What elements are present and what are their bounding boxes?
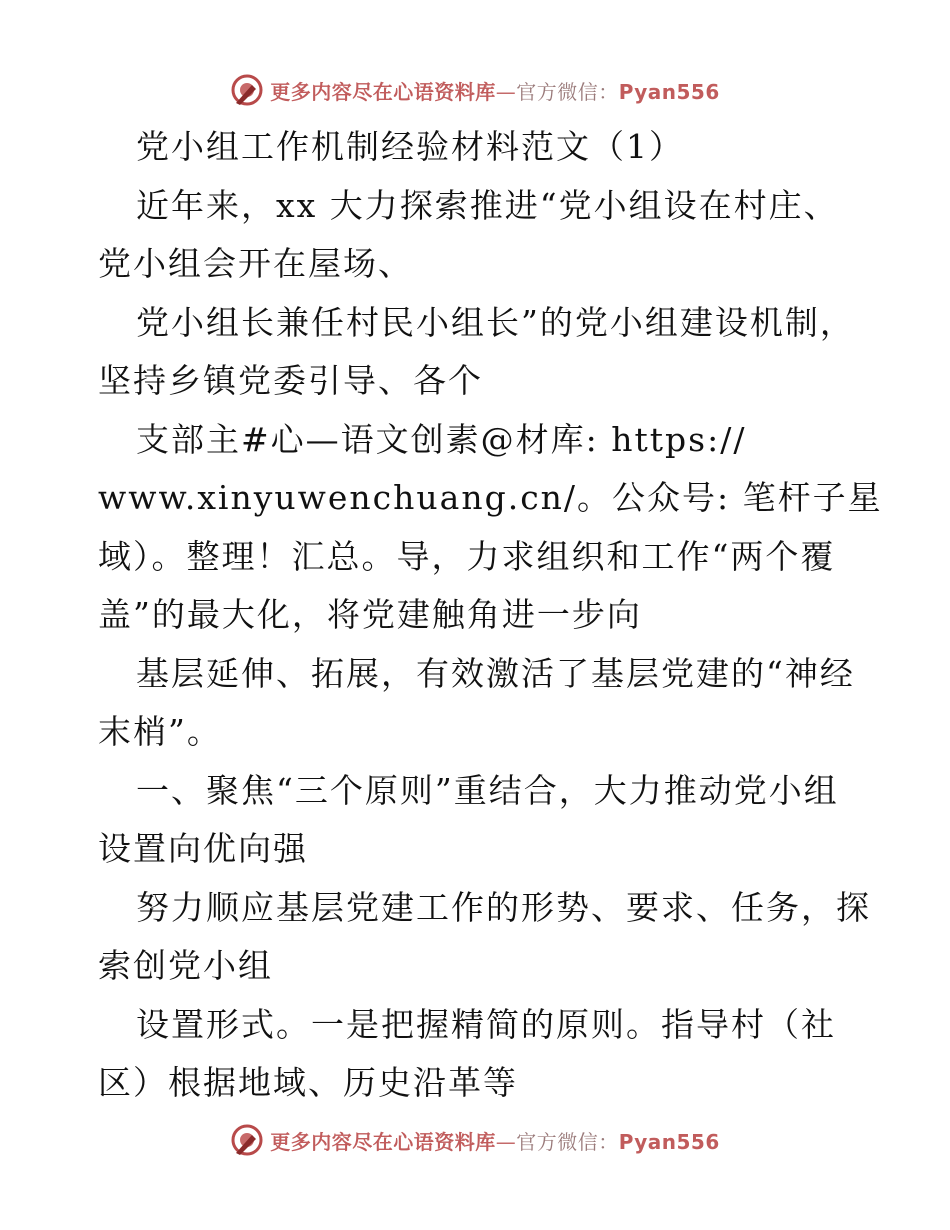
paragraph-line: 近年来，xx 大力探索推进“党小组设在村庄、 [136,185,839,225]
paragraph-line: 党小组会开在屋场、 [98,244,413,283]
document-title: 党小组工作机制经验材料范文（1） [136,127,684,166]
paragraph-line: 坚持乡镇党委引导、各个 [98,361,483,400]
paragraph-line: 党小组长兼任村民小组长”的党小组建设机制， [136,302,855,342]
watermark-library-name: 更多内容尽在心语资料库 [270,79,496,104]
section-heading: 一、聚焦“三个原则”重结合，大力推动党小组 [136,770,839,810]
watermark-text [270,1126,720,1155]
paragraph-line: 支部主#心—语文创素@材库: https:// [136,419,747,459]
watermark-official-label: 官方微信： [516,79,619,104]
watermark-separator: — [495,79,517,104]
paragraph-line: 区）根据地域、历史沿革等 [98,1063,518,1102]
watermark-text [270,76,720,105]
section-heading-continued: 设置向优向强 [98,829,308,868]
paragraph-line: 域）。整理！汇总。导，力求组织和工作“两个覆 [98,536,836,576]
paragraph-line: 设置形式。一是把握精简的原则。指导村（社 [136,1004,836,1044]
footer-watermark [0,1120,950,1160]
watermark-library-name: 更多内容尽在心语资料库 [270,1129,496,1154]
watermark-wechat-id: Pyan556 [618,1129,720,1154]
pen-logo-icon [230,73,264,107]
paragraph-line: 索创党小组 [98,946,273,985]
watermark-separator: — [495,1129,517,1154]
paragraph-line: 盖”的最大化，将党建触角进一步向 [98,595,642,634]
pen-logo-icon [230,1123,264,1157]
document-body [98,118,883,1113]
paragraph-line: www.xinyuwenchuang.cn/。公众号: 笔杆子星 [98,478,883,517]
paragraph-line: 基层延伸、拓展，有效激活了基层党建的“神经 [136,653,855,693]
header-watermark [0,70,950,110]
paragraph-line: 末梢”。 [98,712,222,751]
watermark-wechat-id: Pyan556 [618,79,720,104]
paragraph-line: 努力顺应基层党建工作的形势、要求、任务，探 [136,887,871,927]
watermark-official-label: 官方微信： [516,1129,619,1154]
